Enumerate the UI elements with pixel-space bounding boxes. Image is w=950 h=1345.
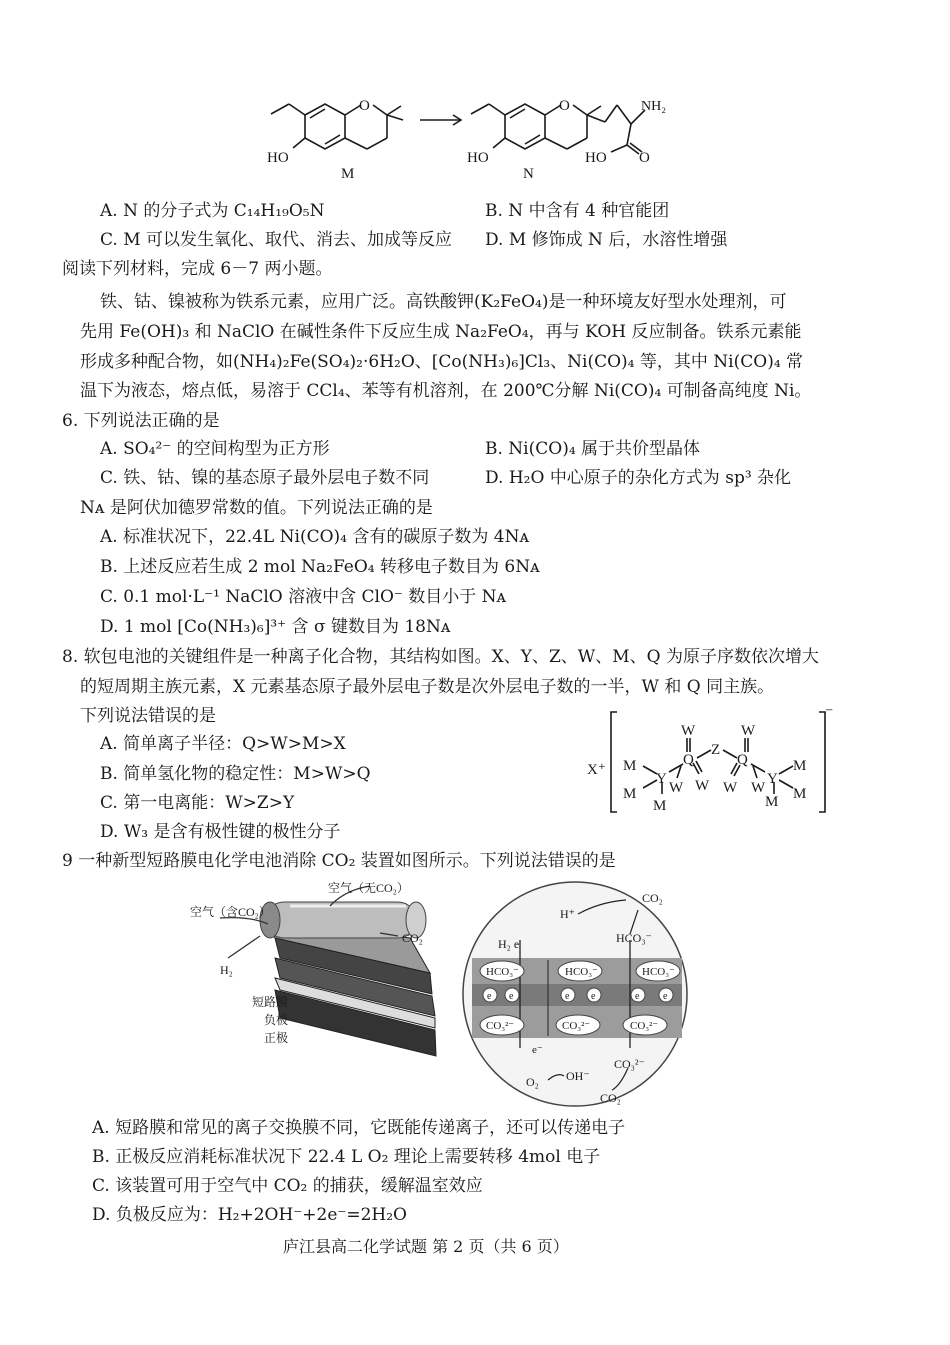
- q5-option-d: D. M 修饰成 N 后，水溶性增强: [485, 230, 728, 250]
- q8-stem-line-1: 8. 软包电池的关键组件是一种离子化合物，其结构如图。X、Y、Z、W、M、Q 为原子序数依次增大: [62, 647, 819, 667]
- w-atom-5: W: [723, 780, 738, 796]
- membrane-label: 短路膜: [252, 995, 289, 1009]
- co3-label-1: CO₃²⁻: [486, 1020, 515, 1032]
- passage-line-2: 先用 Fe(OH)₃ 和 NaClO 在碱性条件下反应生成 Na₂FeO₄，再与 KOH 反应制备。铁系元素能: [80, 322, 802, 342]
- m-atom-6: M: [765, 794, 779, 810]
- m-ho-label: HO: [267, 150, 289, 166]
- electron-2: e: [509, 991, 514, 1002]
- q6-option-c: C. 铁、钴、镍的基态原子最外层电子数不同: [100, 468, 430, 488]
- electron-1: e: [487, 991, 492, 1002]
- right-bracket: [819, 712, 825, 812]
- co2-bottom-label: CO₂: [600, 1091, 621, 1105]
- m-atom-5: M: [793, 786, 807, 802]
- w-atom-6: W: [751, 780, 766, 796]
- passage-line-4: 温下为液态，熔点低，易溶于 CCl₄、苯等有机溶剂，在 200℃分解 Ni(CO)₄ 可制备高纯度 Ni。: [80, 381, 812, 401]
- hco3-top-label: HCO₃⁻: [616, 931, 652, 945]
- electron-3: e: [565, 991, 570, 1002]
- co3-bottom-label: CO₃²⁻: [614, 1057, 645, 1071]
- z-atom: Z: [711, 742, 721, 758]
- m-atom-4: M: [793, 758, 807, 774]
- y-atom-right: Y: [767, 771, 778, 787]
- electron-6: e: [663, 991, 668, 1002]
- m-atom-1: M: [623, 758, 637, 774]
- page-footer: 庐江县高二化学试题 第 2 页（共 6 页）: [283, 1237, 569, 1256]
- passage-line-3: 形成多种配合物，如(NH₄)₂Fe(SO₄)₂·6H₂O、[Co(NH₃)₆]Cl₃、Ni(CO)₄ 等，其中 Ni(CO)₄ 常: [80, 352, 804, 372]
- q8-stem-line-2: 的短周期主族元素，X 元素基态原子最外层电子数是次外层电子数的一半，W 和 Q 同主族。: [80, 677, 775, 697]
- air-out-label: 空气（无CO₂）: [328, 881, 409, 895]
- n-benzene-ring: [505, 104, 545, 149]
- q7-option-b: B. 上述反应若生成 2 mol Na₂FeO₄ 转移电子数目为 6Nᴀ: [100, 557, 540, 577]
- q8-option-b: B. 简单氢化物的稳定性：M>W>Q: [100, 764, 371, 784]
- battery-device-figure: [180, 878, 720, 1110]
- q7-option-d: D. 1 mol [Co(NH₃)₆]³⁺ 含 σ 键数目为 18Nᴀ: [100, 617, 451, 637]
- n-o-label: O: [559, 98, 570, 114]
- n-label: N: [523, 166, 534, 182]
- q5-option-c: C. M 可以发生氧化、取代、消去、加成等反应: [100, 230, 453, 250]
- m-atom-2: M: [623, 786, 637, 802]
- hplus-label: H⁺: [560, 907, 575, 921]
- co3-label-3: CO₃²⁻: [630, 1020, 659, 1032]
- co3-label-2: CO₃²⁻: [562, 1020, 591, 1032]
- q5-option-a: A. N 的分子式为 C₁₄H₁₉O₅N: [100, 201, 325, 221]
- q9-option-b: B. 正极反应消耗标准状况下 22.4 L O₂ 理论上需要转移 4mol 电子: [92, 1147, 601, 1167]
- acid-ho-label: HO: [585, 150, 607, 166]
- w-atom-3: W: [695, 778, 710, 794]
- q9-option-c: C. 该装置可用于空气中 CO₂ 的捕获，缓解温室效应: [92, 1176, 483, 1196]
- m-benzene-ring: [305, 104, 345, 149]
- q6-option-d: D. H₂O 中心原子的杂化方式为 sp³ 杂化: [485, 468, 792, 488]
- electron-5: e: [635, 991, 640, 1002]
- q6-option-a: A. SO₄²⁻ 的空间构型为正方形: [100, 439, 330, 459]
- q8-option-c: C. 第一电离能：W>Z>Y: [100, 793, 295, 813]
- h2-e-label: H₂ e: [498, 937, 520, 951]
- o2-label: O₂: [526, 1075, 539, 1089]
- q-atom-right: Q: [737, 752, 748, 768]
- minus-charge: ⁻: [825, 708, 834, 722]
- acid-o-label: O: [639, 150, 650, 166]
- hco3-label-3: HCO₃⁻: [642, 966, 675, 978]
- x-plus-label: X⁺: [587, 762, 606, 778]
- q-atom-left: Q: [683, 752, 694, 768]
- q7-stem: Nᴀ 是阿伏加德罗常数的值。下列说法正确的是: [80, 498, 433, 518]
- w-atom-2: W: [669, 780, 684, 796]
- air-in-label: 空气（含CO₂）: [190, 905, 271, 919]
- m-label: M: [341, 166, 355, 182]
- q9-option-a: A. 短路膜和常见的离子交换膜不同，它既能传递离子，还可以传递电子: [92, 1118, 626, 1138]
- oh-label: OH⁻: [566, 1069, 590, 1083]
- co2-top-label: CO₂: [642, 891, 663, 905]
- nh2-label: NH₂: [641, 99, 667, 114]
- q5-option-b: B. N 中含有 4 种官能团: [485, 201, 670, 221]
- ionic-structure-figure: [585, 708, 845, 818]
- w-atom-4: W: [741, 723, 756, 739]
- q7-option-a: A. 标准状况下，22.4L Ni(CO)₄ 含有的碳原子数为 4Nᴀ: [100, 527, 530, 547]
- n-ho-label: HO: [467, 150, 489, 166]
- reaction-figure-m-to-n: [255, 90, 695, 190]
- left-bracket: [611, 712, 617, 812]
- h2-label: H₂: [220, 963, 233, 977]
- y-atom-left: Y: [656, 771, 667, 787]
- q6-option-b: B. Ni(CO)₄ 属于共价型晶体: [485, 439, 701, 459]
- q6-stem: 6. 下列说法正确的是: [62, 411, 220, 431]
- q9-option-d: D. 负极反应为：H₂+2OH⁻+2e⁻=2H₂O: [92, 1205, 407, 1225]
- q7-option-c: C. 0.1 mol·L⁻¹ NaClO 溶液中含 ClO⁻ 数目小于 Nᴀ: [100, 587, 507, 607]
- cathode-label: 正极: [264, 1031, 289, 1045]
- q8-option-a: A. 简单离子半径：Q>W>M>X: [100, 734, 346, 754]
- passage-line-1: 铁、钴、镍被称为铁系元素，应用广泛。高铁酸钾(K₂FeO₄)是一种环境友好型水处理剂，可: [100, 292, 787, 312]
- m-atom-3: M: [653, 798, 667, 814]
- h2-arrow: [228, 936, 260, 958]
- q9-stem: 9 一种新型短路膜电化学电池消除 CO₂ 装置如图所示。下列说法错误的是: [62, 851, 616, 871]
- w-atom-1: W: [681, 723, 696, 739]
- co2-out-label: CO₂: [402, 931, 423, 945]
- electron-4: e: [591, 991, 596, 1002]
- hco3-label-2: HCO₃⁻: [565, 966, 598, 978]
- q8-option-d: D. W₃ 是含有极性键的极性分子: [100, 822, 341, 842]
- e-minus-label: e⁻: [532, 1044, 543, 1056]
- q8-stem-line-3: 下列说法错误的是: [80, 706, 216, 726]
- hco3-label-1: HCO₃⁻: [486, 966, 519, 978]
- m-o-label: O: [359, 98, 370, 114]
- passage-intro: 阅读下列材料，完成 6－7 两小题。: [62, 259, 333, 279]
- anode-label: 负极: [264, 1013, 289, 1027]
